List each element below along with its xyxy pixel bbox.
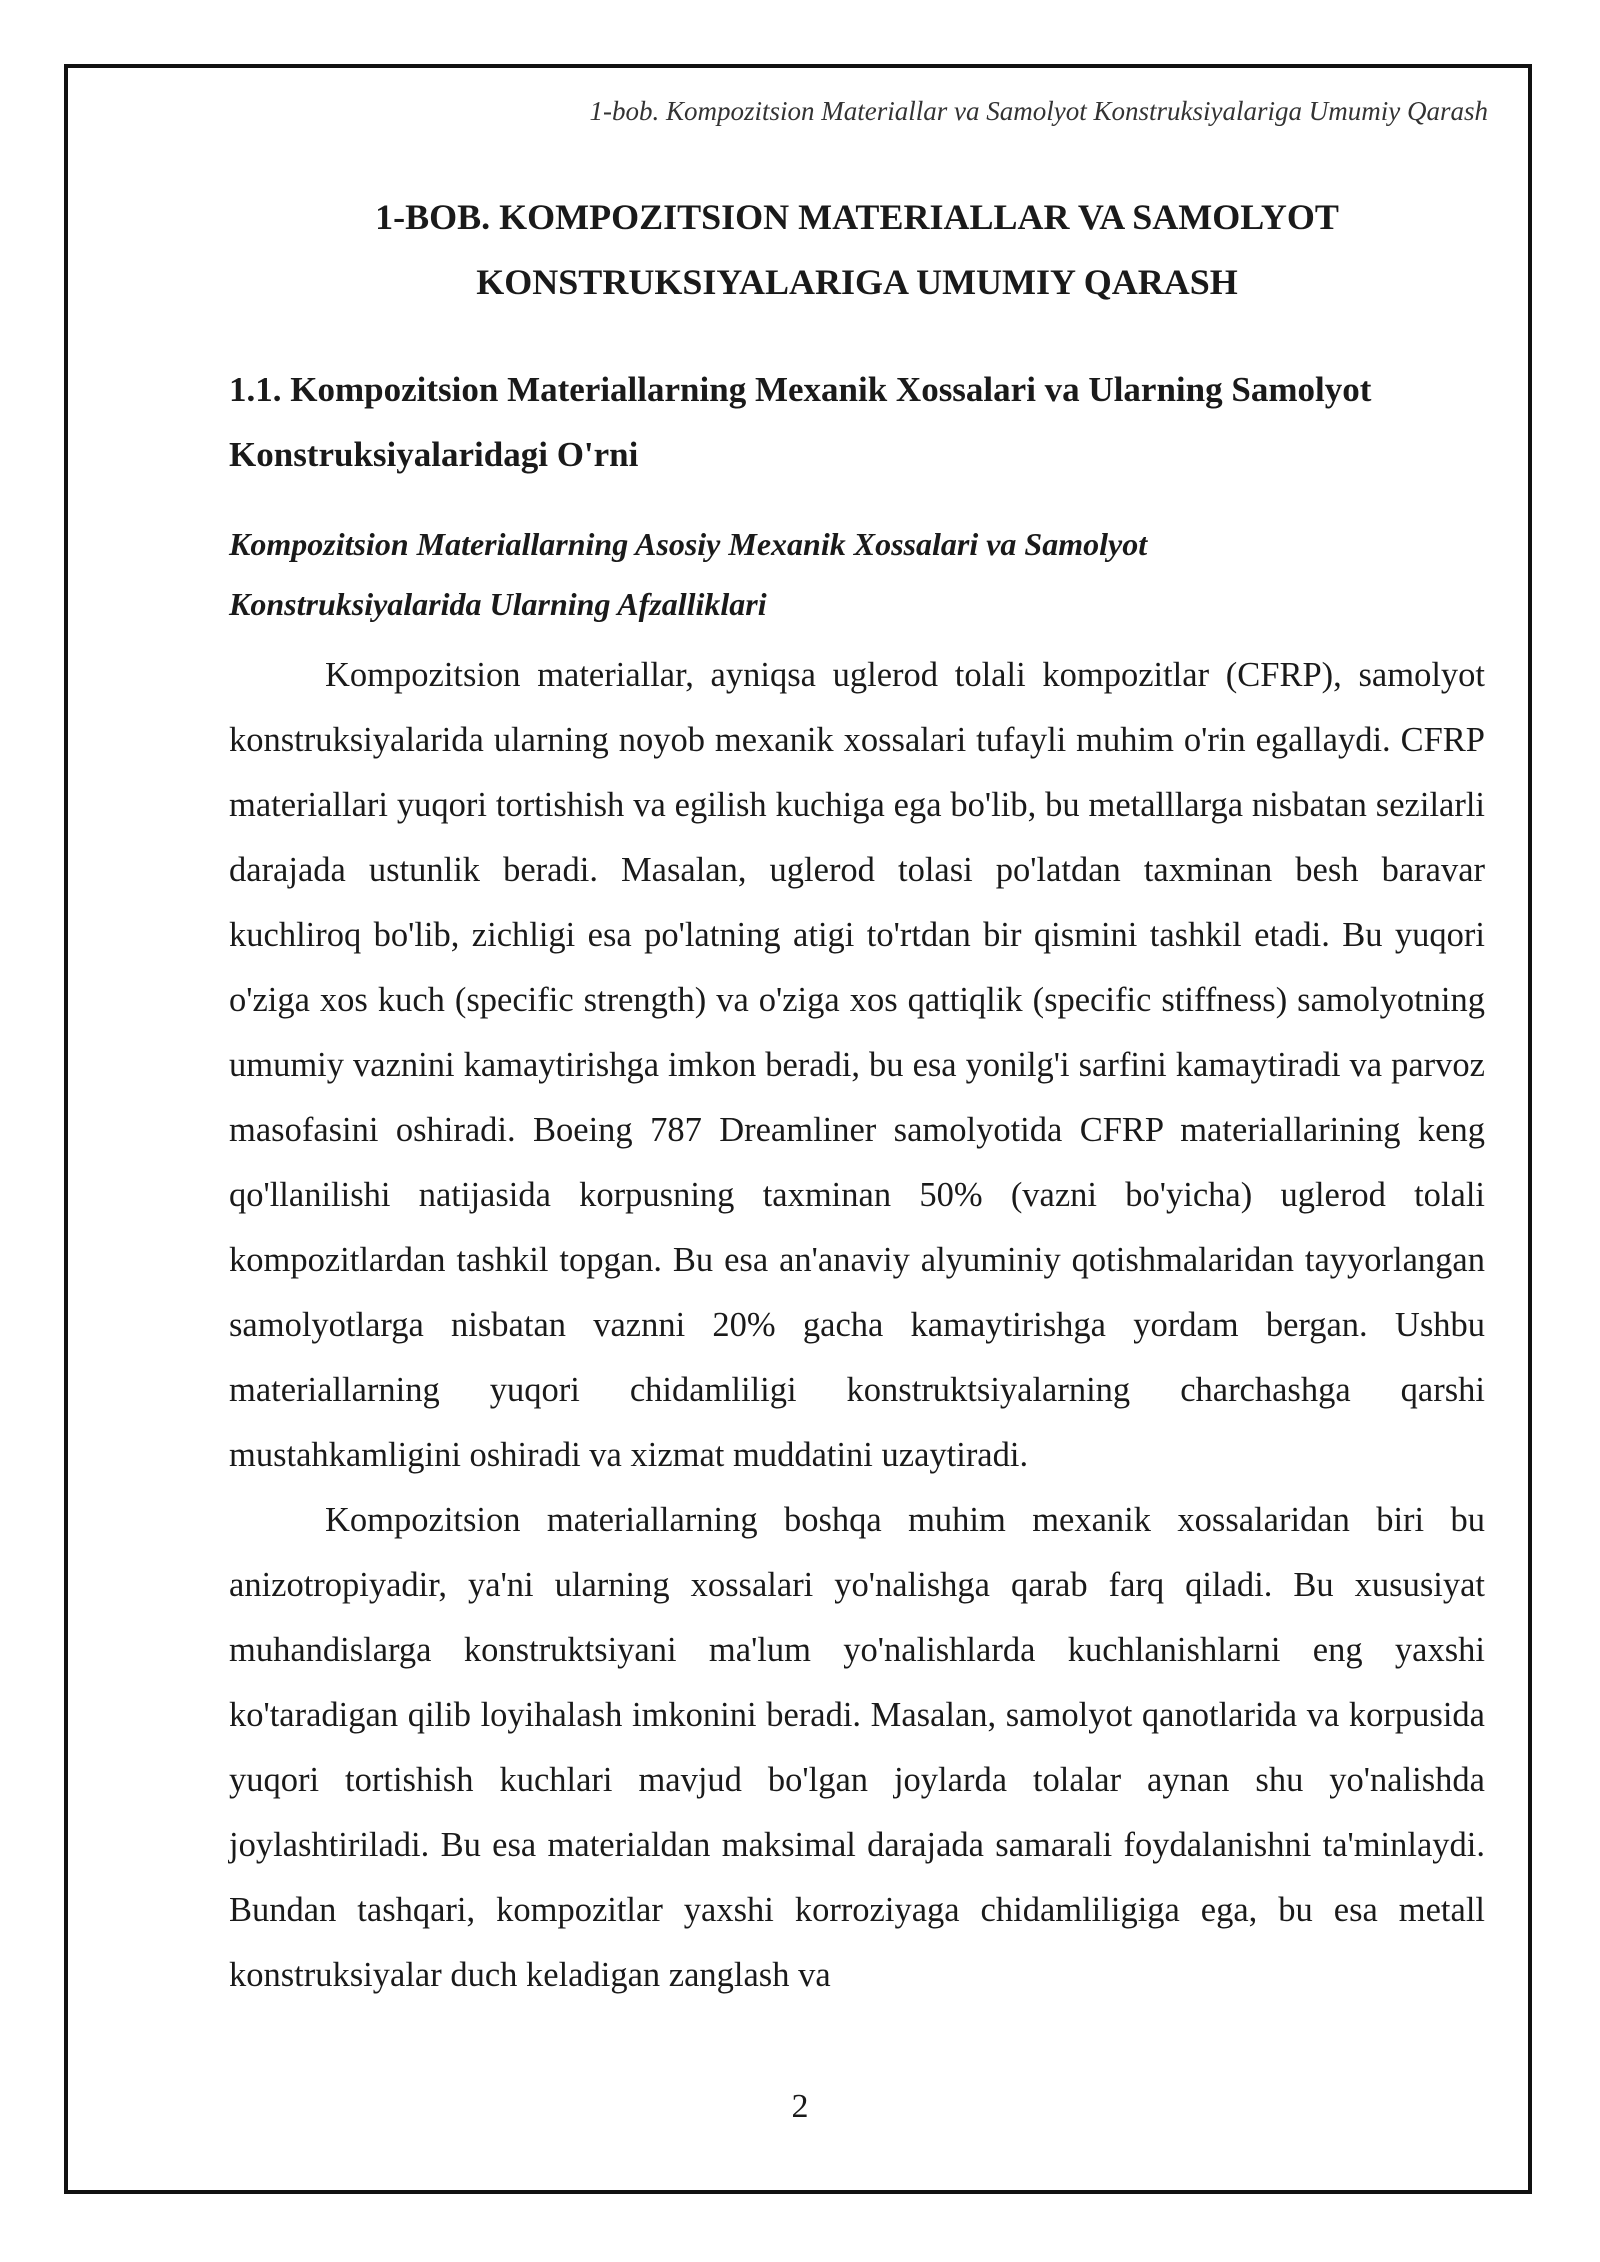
subsection-title-line-1: Kompozitsion Materiallarning Asosiy Mexanik Xossalari va Samolyot xyxy=(229,526,1148,562)
subsection-title xyxy=(229,514,1485,634)
paragraph-1: Kompozitsion materiallar, ayniqsa uglerod tolali kompozitlar (CFRP), samolyot konstruksiyalarida ularning noyob mexanik xossalari tufayli muhim o'rin egallaydi. CFRP materiallari yuqori tortishish va egilish kuchiga ega bo'lib, bu metalllarga nisbatan sezilarli darajada ustunlik beradi. Masalan, uglerod tolasi po'latdan taxminan besh baravar kuchliroq bo'lib, zichligi esa po'latning atigi to'rtdan bir qismini tashkil etadi. Bu yuqori o'ziga xos kuch (specific strength) va o'ziga xos qattiqlik (specific stiffness) samolyotning umumiy vaznini kamaytirishga imkon beradi, bu esa yonilg'i sarfini kamaytiradi va parvoz masofasini oshiradi. Boeing 787 Dreamliner samolyotida CFRP materiallarining keng qo'llanilishi natijasida korpusning taxminan 50% (vazni bo'yicha) uglerod tolali kompozitlardan tashkil topgan. Bu esa an'anaviy alyuminiy qotishmalaridan tayyorlangan samolyotlarga nisbatan vaznni 20% gacha kamaytirishga yordam bergan. Ushbu materiallarning yuqori chidamliligi konstruktsiyalarning charchashga qarshi mustahkamligini oshiradi va xizmat muddatini uzaytiradi. xyxy=(229,656,1485,1474)
chapter-title-line-1: 1-BOB. KOMPOZITSION MATERIALLAR VA SAMOLYOT xyxy=(375,197,1339,237)
running-header: 1-bob. Kompozitsion Materiallar va Samolyot Konstruksiyalariga Umumiy Qarash xyxy=(589,96,1488,126)
page-number: 2 xyxy=(791,2088,809,2125)
subsection-title-line-2: Konstruksiyalarida Ularning Afzalliklari xyxy=(229,586,767,622)
paragraph-2: Kompozitsion materiallarning boshqa muhim mexanik xossalaridan biri bu anizotropiyadir, ya'ni ularning xossalari yo'nalishga qarab farq qiladi. Bu xususiyat muhandislarga konstruktsiyani ma'lum yo'nalishlarda kuchlanishlarni eng yaxshi ko'taradigan qilib loyihalash imkonini beradi. Masalan, samolyot qanotlarida va korpusida yuqori tortishish kuchlari mavjud bo'lgan joylarda tolalar aynan shu yo'nalishda joylashtiriladi. Bu esa materialdan maksimal darajada samarali foydalanishni ta'minlaydi. Bundan tashqari, kompozitlar yaxshi korroziyaga chidamliligiga ega, bu esa metall konstruksiyalar duch keladigan zanglash va xyxy=(229,1501,1485,1994)
chapter-title-line-2: KONSTRUKSIYALARIGA UMUMIY QARASH xyxy=(476,262,1238,302)
section-title-line-2: Konstruksiyalaridagi O'rni xyxy=(229,435,639,474)
section-title-line-1: 1.1. Kompozitsion Materiallarning Mexanik Xossalari va Ularning Samolyot xyxy=(229,370,1372,409)
body-text xyxy=(229,643,1485,2008)
section-title xyxy=(229,357,1485,487)
chapter-title xyxy=(229,185,1485,315)
